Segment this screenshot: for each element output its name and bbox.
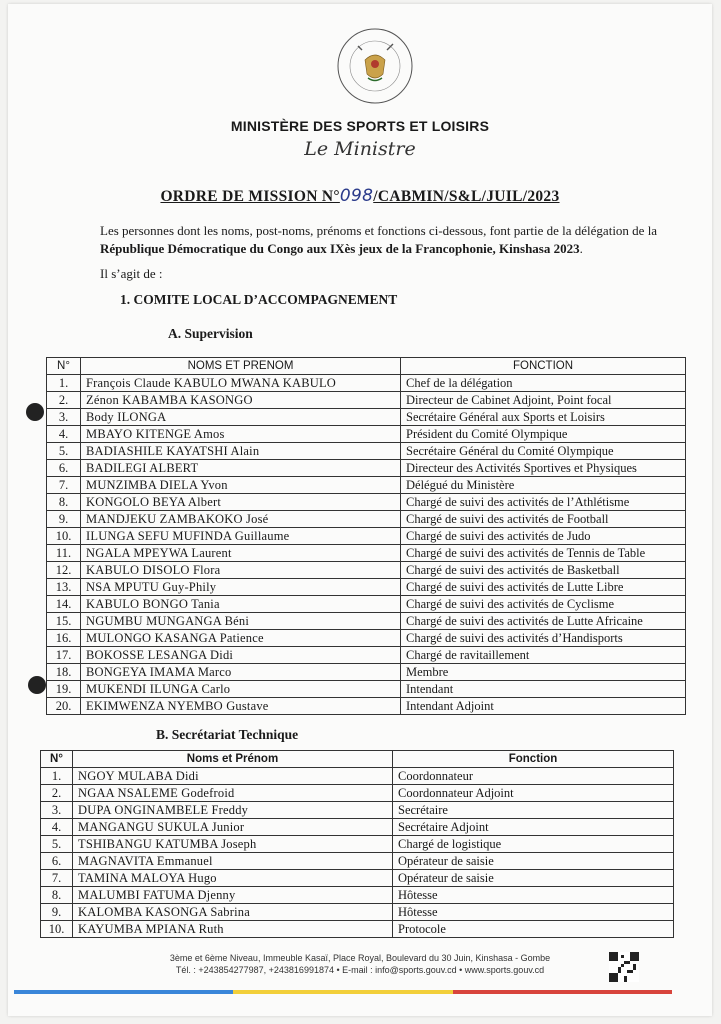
header-function: FONCTION	[401, 358, 686, 375]
member-name: MBAYO KITENGE Amos	[81, 426, 401, 443]
member-name: DUPA ONGINAMBELE Freddy	[73, 802, 393, 819]
member-function: Secrétaire Adjoint	[393, 819, 674, 836]
row-number: 7.	[41, 870, 73, 887]
subsection-secretariat-title: B. Secrétariat Technique	[156, 727, 299, 742]
row-number: 5.	[41, 836, 73, 853]
row-number: 14.	[47, 596, 81, 613]
table-row	[47, 613, 686, 630]
minister-signature-heading: Le Ministre	[304, 138, 416, 160]
secretariat-table-body	[41, 768, 674, 938]
member-function: Chargé de ravitaillement	[401, 647, 686, 664]
row-number: 8.	[47, 494, 81, 511]
member-function: Chef de la délégation	[401, 375, 686, 392]
table-row	[47, 630, 686, 647]
section-heading-comite-local: 1. COMITE LOCAL D’ACCOMPAGNEMENT	[120, 292, 398, 307]
member-function: Chargé de suivi des activités de Football	[401, 511, 686, 528]
member-name: BONGEYA IMAMA Marco	[81, 664, 401, 681]
intro-text-2: .	[579, 241, 583, 256]
row-number: 10.	[41, 921, 73, 938]
flag-bar-red	[453, 990, 672, 994]
row-number: 9.	[47, 511, 81, 528]
flag-color-bar	[14, 990, 672, 994]
member-name: Zénon KABAMBA KASONGO	[81, 392, 401, 409]
order-prefix: ORDRE DE MISSION N°	[160, 188, 340, 205]
table-row	[47, 443, 686, 460]
secretariat-table	[40, 750, 674, 938]
row-number: 13.	[47, 579, 81, 596]
header-name: NOMS ET PRENOM	[81, 358, 401, 375]
row-number: 20.	[47, 698, 81, 715]
member-function: Directeur des Activités Sportives et Physiques	[401, 460, 686, 477]
table-row	[47, 664, 686, 681]
member-name: TAMINA MALOYA Hugo	[73, 870, 393, 887]
row-number: 11.	[47, 545, 81, 562]
member-function: Chargé de suivi des activités de Tennis de Table	[401, 545, 686, 562]
table-row	[41, 921, 674, 938]
member-function: Secrétaire Général du Comité Olympique	[401, 443, 686, 460]
table-row	[47, 596, 686, 613]
table-row	[47, 460, 686, 477]
intro-bold: République Démocratique du Congo aux IXès jeux de la Francophonie, Kinshasa 2023	[100, 241, 580, 256]
table-row	[47, 698, 686, 715]
table-row	[41, 887, 674, 904]
member-function: Membre	[401, 664, 686, 681]
member-name: MULONGO KASANGA Patience	[81, 630, 401, 647]
footer-line-address: 3ème et 6ème Niveau, Immeuble Kasaï, Place Royal, Boulevard du 30 Juin, Kinshasa - Gombe	[169, 953, 551, 963]
table-row	[47, 426, 686, 443]
row-number: 2.	[41, 785, 73, 802]
row-number: 15.	[47, 613, 81, 630]
table-row	[41, 853, 674, 870]
member-function: Protocole	[393, 921, 674, 938]
table-row	[47, 528, 686, 545]
table-header-row	[41, 751, 674, 768]
supervision-table-body	[47, 375, 686, 715]
member-function: Coordonnateur Adjoint	[393, 785, 674, 802]
table-row	[47, 545, 686, 562]
member-name: MUKENDI ILUNGA Carlo	[81, 681, 401, 698]
member-name: MANDJEKU ZAMBAKOKO José	[81, 511, 401, 528]
header-number: N°	[41, 751, 73, 768]
row-number: 4.	[47, 426, 81, 443]
table-row	[41, 819, 674, 836]
row-number: 3.	[47, 409, 81, 426]
document-page	[8, 4, 712, 1016]
member-function: Coordonnateur	[393, 768, 674, 785]
order-number: 098	[339, 186, 374, 206]
table-row	[41, 904, 674, 921]
footer-address	[8, 952, 712, 976]
table-row	[47, 562, 686, 579]
member-name: KONGOLO BEYA Albert	[81, 494, 401, 511]
row-number: 7.	[47, 477, 81, 494]
row-number: 10.	[47, 528, 81, 545]
member-name: TSHIBANGU KATUMBA Joseph	[73, 836, 393, 853]
member-name: François Claude KABULO MWANA KABULO	[81, 375, 401, 392]
member-function: Président du Comité Olympique	[401, 426, 686, 443]
table-row	[41, 836, 674, 853]
flag-bar-blue	[14, 990, 233, 994]
member-name: KABULO DISOLO Flora	[81, 562, 401, 579]
table-row	[47, 392, 686, 409]
member-function: Chargé de suivi des activités de Basketball	[401, 562, 686, 579]
row-number: 16.	[47, 630, 81, 647]
member-name: Body ILONGA	[81, 409, 401, 426]
row-number: 3.	[41, 802, 73, 819]
member-function: Chargé de suivi des activités de Judo	[401, 528, 686, 545]
member-name: MALUMBI FATUMA Djenny	[73, 887, 393, 904]
member-function: Secrétaire Général aux Sports et Loisirs	[401, 409, 686, 426]
ministry-name: MINISTÈRE DES SPORTS ET LOISIRS	[230, 118, 490, 134]
member-name: NGOY MULABA Didi	[73, 768, 393, 785]
member-function: Chargé de suivi des activités de Cyclisme	[401, 596, 686, 613]
member-name: EKIMWENZA NYEMBO Gustave	[81, 698, 401, 715]
member-name: MANGANGU SUKULA Junior	[73, 819, 393, 836]
member-name: BOKOSSE LESANGA Didi	[81, 647, 401, 664]
member-name: MUNZIMBA DIELA Yvon	[81, 477, 401, 494]
row-number: 2.	[47, 392, 81, 409]
member-function: Directeur de Cabinet Adjoint, Point focal	[401, 392, 686, 409]
member-function: Chargé de suivi des activités d’Handisports	[401, 630, 686, 647]
punch-hole	[28, 676, 46, 694]
punch-hole	[26, 403, 44, 421]
member-name: KAYUMBA MPIANA Ruth	[73, 921, 393, 938]
table-row	[47, 375, 686, 392]
member-function: Chargé de logistique	[393, 836, 674, 853]
table-row	[47, 647, 686, 664]
member-function: Opérateur de saisie	[393, 853, 674, 870]
member-name: NGALA MPEYWA Laurent	[81, 545, 401, 562]
member-name: NGUMBU MUNGANGA Béni	[81, 613, 401, 630]
member-name: KALOMBA KASONGA Sabrina	[73, 904, 393, 921]
member-function: Hôtesse	[393, 904, 674, 921]
member-function: Intendant Adjoint	[401, 698, 686, 715]
table-row	[47, 409, 686, 426]
row-number: 17.	[47, 647, 81, 664]
member-name: MAGNAVITA Emmanuel	[73, 853, 393, 870]
member-function: Hôtesse	[393, 887, 674, 904]
row-number: 4.	[41, 819, 73, 836]
row-number: 1.	[47, 375, 81, 392]
row-number: 19.	[47, 681, 81, 698]
qr-code-icon	[609, 952, 639, 982]
member-function: Chargé de suivi des activités de Lutte Africaine	[401, 613, 686, 630]
subsection-supervision-title: A. Supervision	[168, 326, 253, 341]
order-suffix: /CABMIN/S&L/JUIL/2023	[373, 188, 560, 205]
table-row	[47, 494, 686, 511]
member-function: Chargé de suivi des activités de l’Athlétisme	[401, 494, 686, 511]
il-s-agit-de: Il s’agit de :	[100, 266, 163, 281]
intro-paragraph	[100, 222, 660, 258]
member-function: Chargé de suivi des activités de Lutte Libre	[401, 579, 686, 596]
intro-text-1: Les personnes dont les noms, post-noms, prénoms et fonctions ci-dessous, font partie de la délégation de la	[100, 223, 658, 238]
order-title	[8, 186, 712, 206]
header-name: Noms et Prénom	[73, 751, 393, 768]
member-function: Délégué du Ministère	[401, 477, 686, 494]
flag-bar-yellow	[233, 990, 452, 994]
table-row	[47, 477, 686, 494]
member-function: Intendant	[401, 681, 686, 698]
table-row	[41, 870, 674, 887]
row-number: 6.	[47, 460, 81, 477]
member-function: Opérateur de saisie	[393, 870, 674, 887]
row-number: 12.	[47, 562, 81, 579]
table-row	[41, 785, 674, 802]
row-number: 5.	[47, 443, 81, 460]
table-row	[47, 579, 686, 596]
member-name: NSA MPUTU Guy-Phily	[81, 579, 401, 596]
member-name: NGAA NSALEME Godefroid	[73, 785, 393, 802]
supervision-table	[46, 357, 686, 715]
member-name: BADILEGI ALBERT	[81, 460, 401, 477]
government-seal-icon	[335, 26, 415, 106]
member-name: ILUNGA SEFU MUFINDA Guillaume	[81, 528, 401, 545]
member-name: BADIASHILE KAYATSHI Alain	[81, 443, 401, 460]
table-row	[47, 681, 686, 698]
member-function: Secrétaire	[393, 802, 674, 819]
row-number: 6.	[41, 853, 73, 870]
table-row	[47, 511, 686, 528]
header-number: N°	[47, 358, 81, 375]
row-number: 9.	[41, 904, 73, 921]
row-number: 18.	[47, 664, 81, 681]
member-name: KABULO BONGO Tania	[81, 596, 401, 613]
footer-line-contact: Tél. : +243854277987, +243816991874 • E-mail : info@sports.gouv.cd • www.sports.gouv.cd	[175, 965, 545, 975]
table-row	[41, 802, 674, 819]
table-header-row	[47, 358, 686, 375]
row-number: 1.	[41, 768, 73, 785]
header-function: Fonction	[393, 751, 674, 768]
table-row	[41, 768, 674, 785]
row-number: 8.	[41, 887, 73, 904]
